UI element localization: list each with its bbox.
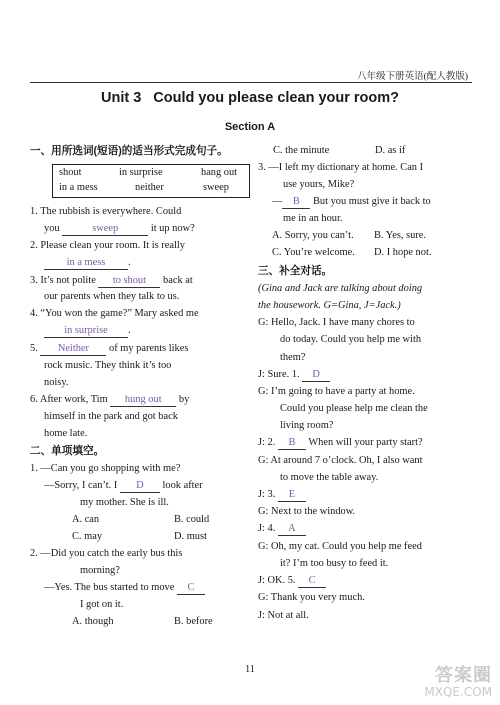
dialog-line: them? [280,352,306,363]
answer-blank: C [298,575,326,588]
p2-q1-option: B. could [174,514,210,525]
p2-q3-line3: — B But you must give it back to [272,196,431,207]
p1-q5-line3: noisy. [44,377,69,388]
p2-q3-option: B. Yes, sure. [374,230,426,241]
dialog-line: J: OK. 5. C [258,574,326,588]
p1-q4-line1: 4. “You won the game?” Mary asked me [30,308,199,319]
unit-number: Unit 3 [100,90,142,106]
dialog-line: to move the table away. [280,472,379,483]
p2-q2-line2: morning? [80,565,120,576]
part3-heading: 三、补全对话。 [258,265,333,277]
p2-q2-line4: I got on it. [80,599,124,610]
dialog-line: do today. Could you help me with [280,334,422,345]
p2-q1-line1: 1. —Can you go shopping with me? [30,463,181,474]
page-number: 11 [245,664,255,675]
p2-q1-line2: —Sorry, I can’t. I D look after [44,480,203,491]
watermark-url: MXQE.COM [424,685,492,699]
dialog-line: J: Sure. 1. D [258,368,330,382]
answer-blank: B [282,196,310,209]
dialog-line: G: Next to the window. [258,506,356,517]
answer-blank: sweep [62,223,148,236]
word-item: in surprise [119,167,163,178]
p2-q2-option: D. as if [375,145,406,156]
answer-blank: in a mess [44,257,128,270]
word-item: sweep [203,182,229,193]
p2-q1-option: A. can [72,514,100,525]
dialog-line: J: 4. A [258,522,306,536]
dialog-line: J: 3. E [258,488,306,502]
p1-q3-line1: 3. It’s not polite to shout back at [30,275,193,286]
word-item: hang out [201,167,238,178]
p1-q5-line1: 5. Neither of my parents likes [30,343,189,354]
dialog-line: G: Thank you very much. [258,592,365,603]
p1-q2-line2: in a mess . [44,256,131,270]
dialog-line: living room? [280,420,334,431]
part3-intro-line2: the housework. G=Gina, J=Jack.) [258,300,401,311]
answer-blank: D [120,480,160,493]
answer-blank: Neither [40,343,106,356]
unit-title [0,90,500,106]
dialog-line: J: Not at all. [258,610,309,621]
answer-blank: C [177,582,205,595]
p2-q3-option: C. You’re welcome. [272,247,355,258]
answer-blank: to shout [98,275,160,288]
p1-q6-line3: home late. [44,428,88,439]
p1-q5-line2: rock music. They think it’s too [44,360,172,371]
word-item: neither [135,182,164,193]
p2-q3-line1: 3. —I left my dictionary at home. Can I [258,162,424,173]
dialog-line: J: 2. B When will your party start? [258,437,423,448]
dialog-line: Could you please help me clean the [280,403,428,414]
p1-q4-line2: in surprise . [44,324,131,338]
section-title: Section A [224,121,276,133]
p2-q3-line2: use yours, Mike? [283,179,355,190]
watermark-title: 答案圈 [435,665,492,686]
answer-blank: hung out [110,394,176,407]
answer-blank: D [302,369,330,382]
part3-intro-line1: (Gina and Jack are talking about doing [258,283,423,294]
p2-q2-line3: —Yes. The bus started to move C [44,581,205,595]
p1-q6-line2: himself in the park and got back [44,411,178,422]
p1-q3-line2: our parents when they talk to us. [44,291,180,302]
dialog-line: it? I’m too busy to feed it. [280,558,389,569]
answer-blank: in surprise [44,325,128,338]
book-header: 八年级下册英语(配人教版) [357,72,468,82]
answer-blank: B [278,437,306,450]
p2-q2-option: B. before [174,616,213,627]
answer-blank: A [278,523,306,536]
word-box [52,164,250,198]
dialog-line: G: I’m going to have a party at home. [258,386,415,397]
part1-heading: 一、用所选词(短语)的适当形式完成句子。 [30,145,228,157]
part2-heading: 二、单项填空。 [30,445,105,457]
p2-q3-line4: me in an hour. [283,213,343,224]
header-rule [30,82,472,83]
dialog-line: G: Oh, my cat. Could you help me feed [258,541,422,552]
dialog-line: G: At around 7 o’clock. Oh, I also want [258,455,423,466]
p2-q3-option: D. I hope not. [374,247,432,258]
p1-q1-line1: 1. The rubbish is everywhere. Could [30,206,182,217]
p1-q6-line1: 6. After work, Tim hung out by [30,394,190,405]
p2-q2-option: C. the minute [273,145,330,156]
p1-q2-line1: 2. Please clean your room. It is really [30,240,185,251]
word-item: in a mess [59,182,98,193]
p2-q1-option: D. must [174,531,207,542]
p2-q2-line1: 2. —Did you catch the early bus this [30,548,183,559]
watermark [410,667,492,701]
answer-blank: E [278,489,306,502]
p2-q3-option: A. Sorry, you can’t. [272,230,354,241]
word-item: shout [59,167,82,178]
p1-q1-line2: you sweep it up now? [44,223,195,234]
p2-q1-line3: my mother. She is ill. [80,497,169,508]
dialog-line: G: Hello, Jack. I have many chores to [258,317,415,328]
p2-q1-option: C. may [72,531,103,542]
p2-q2-option: A. though [72,616,114,627]
unit-title-text: Could you please clean your room? [153,90,400,106]
